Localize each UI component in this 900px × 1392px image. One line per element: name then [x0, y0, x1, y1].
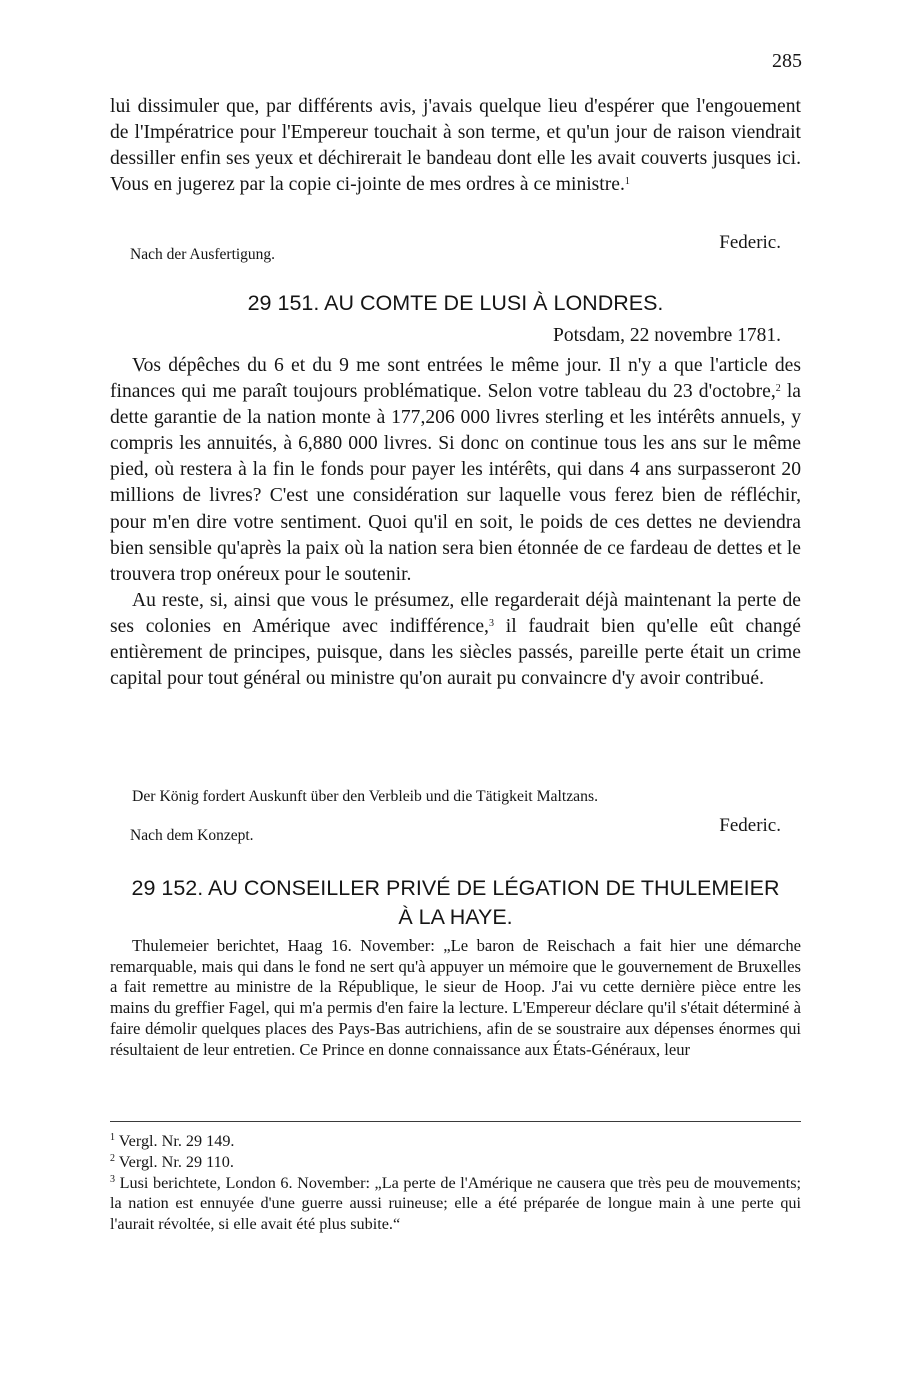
footnote-ref-3[interactable]: 3 — [488, 617, 494, 629]
letter-heading: 29 151. AU COMTE DE LUSI À LONDRES. — [247, 291, 664, 315]
letter-date-row — [110, 325, 801, 347]
continuation-paragraph: lui dissimuler que, par différents avis, j'avais quelque lieu d'espérer que l'engouement de l'Impératrice pour l'Empereur touchait à son terme, et qu'un jour de raison viendrait dessiller enfin ses yeux et déchirerait le bandeau dont elle les avait couverts jusques ici. Vous en jugerez par la copie ci-jointe de mes ordres à ce ministre.$^1$ — [110, 96, 801, 196]
letter-date: Potsdam, 22 novembre 1781. — [552, 325, 781, 346]
paragraph-1: Vos dépêches du 6 et du 9 me sont entrées le même jour. Il n'y a que l'article des finances qui me paraît toujours problématique. Selon votre tableau du 23 d'octobre,$^2$ la dette garantie de la nation monte à 177,206 000 livres sterling et les intérêts annuels, y compris les annuités, à 6,880 000 livres. Si donc on continue tous les ans sur le même pied, où restera à la fin le fonds pour payer les intérêts, qui dans 4 ans surpasseront 20 millions de livres? C'est une considération sur laquelle vous ferez bien de réfléchir, pour m'en dire votre sentiment. Quoi qu'il en soit, le poids de ces dettes ne deviendra bien sensible qu'après la paix où la nation sera bien étonnée de ce fardeau de dettes et le trouvera trop onéreux pour le soutenir. — [110, 355, 801, 585]
footnotes — [110, 1131, 801, 1235]
letter-heading-line-2: À LA HAYE. — [398, 905, 513, 929]
paragraph-2: Au reste, si, ainsi que vous le présumez, elle regarderait déjà maintenant la perte de ses colonies en Amérique avec indifférence,$^3$ il faudrait bien qu'elle eût changé entièrement de principes, puisque, dans les siècles passés, pareille perte était un crime capital pour tout général ou ministre qu'on aurait pu convaincre d'y avoir contribué. — [110, 589, 801, 690]
section-continuation — [110, 94, 801, 198]
footnote-divider — [110, 1121, 801, 1122]
signature: Federic. — [719, 232, 781, 253]
letter-heading-29151 — [110, 289, 801, 318]
source-note: Nach der Ausfertigung. — [130, 246, 276, 263]
report-paragraph: Thulemeier berichtet, Haag 16. November: „Le baron de Reischach a fait hier une démarche remarquable, mais qui dans le fond ne sert qu'à appuyer un mémoire que le gouvernement de Bruxelles a fait remettre au ministre de la République, le sieur de Hoop. J'ai vu cette dernière pièce entre les mains du greffier Fagel, qui m'a permis d'en faire la lecture. L'Empereur déclare qu'il s'était déterminé à faire démolir quelques places des Pays-Bas autrichiens, afin de se soustraire aux dépenses énormes qui résultaient de leur entretien. Ce Prince en donne connaissance aux États-Généraux, leur — [110, 936, 801, 1059]
footnote-1: $^1$ Vergl. Nr. 29 149. — [110, 1132, 235, 1150]
footnote-ref-1[interactable]: 1 — [624, 176, 630, 188]
footnote-ref-2[interactable]: 2 — [775, 383, 781, 395]
source-note: Nach dem Konzept. — [130, 827, 254, 844]
closing-row-1 — [110, 232, 801, 263]
signature: Federic. — [719, 815, 781, 836]
footnote-mark: 3 — [110, 1173, 115, 1185]
page-number: 285 — [772, 50, 802, 72]
footnote-2: $^2$ Vergl. Nr. 29 110. — [110, 1152, 234, 1171]
letter-heading-line-1: 29 152. AU CONSEILLER PRIVÉ DE LÉGATION DE THULEMEIER — [131, 876, 780, 900]
footnote-3: $^3$ Lusi berichtete, London 6. November: „La perte de l'Amérique ne causera que très peu de mouvements; la nation est ennuyée d'une guerre aussi ruineuse; elle a été préparée de longue main à une perte qui l'aurait révoltée, si elle avait été plus subite.“ — [110, 1173, 802, 1234]
editorial-note-row — [110, 787, 801, 807]
letter-body-29151 — [110, 353, 801, 692]
footnote-mark: 1 — [110, 1132, 115, 1143]
letter-body-29152 — [110, 936, 801, 1060]
letter-heading-29152 — [110, 874, 801, 932]
footnote-mark: 2 — [110, 1152, 115, 1164]
editorial-note: Der König fordert Auskunft über den Verbleib und die Tätigkeit Maltzans. — [132, 788, 599, 805]
closing-row-2 — [110, 815, 801, 844]
